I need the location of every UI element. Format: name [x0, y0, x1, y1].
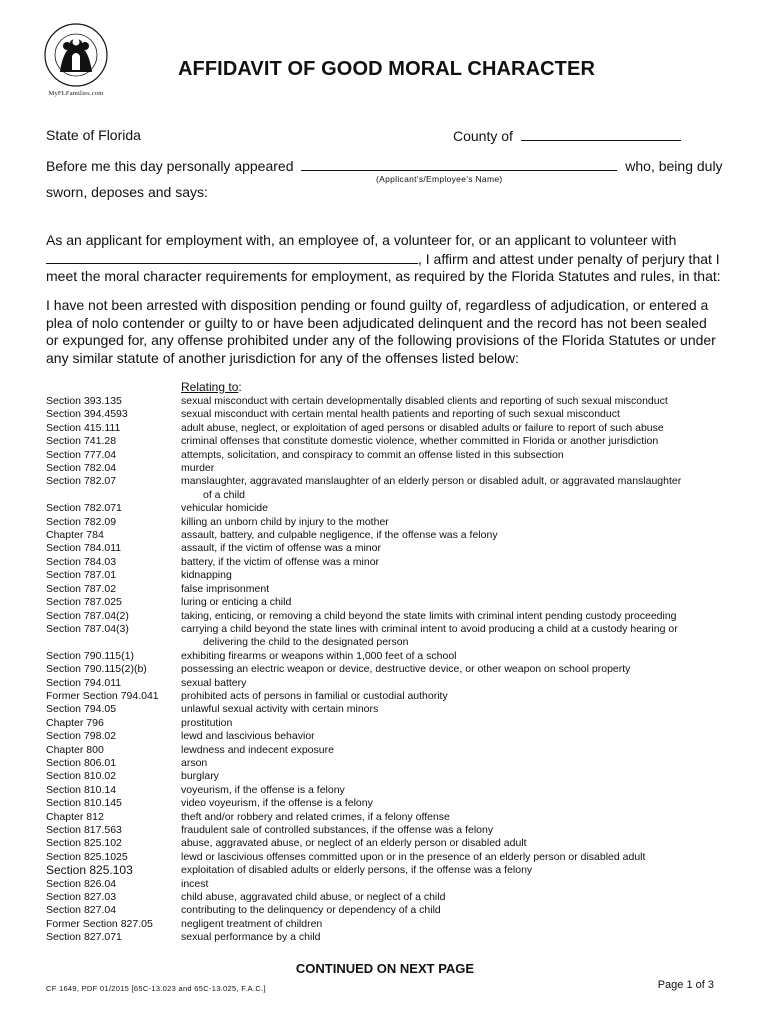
offense-row [46, 623, 726, 650]
offense-description-text: arson [181, 756, 208, 769]
offense-row [46, 864, 726, 877]
offense-description-text: lewd or lascivious offenses committed upon or in the presence of an elderly person or disabled adult [181, 850, 646, 863]
offense-row [46, 650, 726, 663]
county-field[interactable] [521, 127, 681, 141]
offense-row [46, 784, 726, 797]
applicant-line-3: meet the moral character requirements for employment, as required by the Florida Statutes and rules, in that: [46, 268, 721, 284]
offense-description-continued: delivering the child to the designated person [203, 636, 409, 649]
offense-row [46, 529, 726, 542]
offense-description [181, 650, 726, 663]
offense-row [46, 395, 726, 408]
offense-description [181, 730, 726, 743]
offense-description [181, 851, 726, 864]
offense-list [46, 395, 726, 945]
offense-description [181, 502, 726, 515]
offense-description [181, 690, 726, 703]
logo-url: MyFLFamilies.com [48, 90, 104, 97]
offense-description [181, 449, 726, 462]
offense-description [181, 904, 726, 917]
relating-colon: : [238, 380, 242, 394]
dcf-seal-icon [36, 22, 116, 88]
offense-row [46, 878, 726, 891]
offense-row [46, 770, 726, 783]
offense-description [181, 556, 726, 569]
offense-row [46, 757, 726, 770]
offense-description-text: adult abuse, neglect, or exploitation of aged persons or disabled adults or failure to report of such abuse [181, 421, 664, 434]
offense-description [181, 435, 726, 448]
relating-label: Relating to [181, 380, 239, 394]
offense-row [46, 408, 726, 421]
offense-row [46, 435, 726, 448]
offense-section: Section 794.011 [46, 676, 122, 689]
offense-description [181, 878, 726, 891]
offense-section: Section 790.115(1) [46, 649, 134, 662]
applicant-line-2-text: , I affirm and attest under penalty of perjury that I [418, 250, 720, 267]
offense-description-text: attempts, solicitation, and conspiracy to commit an offense listed in this subsection [181, 448, 564, 461]
offense-section: Section 787.04(2) [46, 609, 129, 622]
offense-description-text: sexual performance by a child [181, 931, 321, 944]
offense-section: Section 394.4593 [46, 408, 128, 421]
offense-description-text: lewd and lascivious behavior [181, 730, 315, 743]
offense-description-text: video voyeurism, if the offense is a felony [181, 797, 373, 810]
offense-description-text: sexual misconduct with certain mental health patients and reporting of such sexual misconduct [181, 408, 620, 421]
offense-section: Section 787.04(3) [46, 622, 129, 635]
offense-description [181, 811, 726, 824]
offense-section: Section 825.1025 [46, 850, 128, 863]
offense-description [181, 757, 726, 770]
offense-section: Section 784.03 [46, 555, 117, 568]
offense-row [46, 610, 726, 623]
applicant-line-2 [46, 250, 722, 269]
offense-description-text: exploitation of disabled adults or elderly persons, if the offense was a felony [181, 864, 533, 877]
offense-section: Section 787.02 [46, 582, 117, 595]
offense-description [181, 529, 726, 542]
offense-description-text: criminal offenses that constitute domestic violence, whether committed in Florida or another jurisdiction [181, 435, 659, 448]
offense-section: Section 787.01 [46, 569, 117, 582]
offense-row [46, 569, 726, 582]
offense-description [181, 824, 726, 837]
offense-description [181, 891, 726, 904]
offense-section: Section 825.103 [46, 863, 133, 878]
offense-description-text: incest [181, 877, 209, 890]
offense-description-text: lewdness and indecent exposure [181, 743, 334, 756]
offense-row [46, 744, 726, 757]
state-label: State of Florida [46, 127, 141, 143]
offense-row [46, 583, 726, 596]
form-footer: CF 1649, PDF 01/2015 [65C-13.023 and 65C-13.025, F.A.C.] [46, 984, 266, 993]
offense-description [181, 797, 726, 810]
offense-description [181, 837, 726, 850]
who-label: who, being duly [625, 158, 723, 174]
offense-row [46, 730, 726, 743]
offense-section: Former Section 794.041 [46, 689, 159, 702]
offense-description [181, 703, 726, 716]
offense-section: Section 825.102 [46, 837, 122, 850]
offense-description-text: taking, enticing, or removing a child beyond the state limits with criminal intent pending custody proceeding [181, 609, 677, 622]
offense-section: Former Section 827.05 [46, 917, 153, 930]
page-number: Page 1 of 3 [657, 979, 714, 991]
offense-description-text: assault, battery, and culpable negligence, if the offense was a felony [181, 529, 498, 542]
sworn-label: sworn, deposes and says: [46, 184, 208, 200]
relating-heading [181, 380, 242, 394]
offense-section: Section 393.135 [46, 395, 122, 407]
offense-description-text: kidnapping [181, 569, 232, 582]
offense-description-text: voyeurism, if the offense is a felony [181, 783, 345, 796]
offense-description [181, 395, 726, 408]
offense-row [46, 824, 726, 837]
offense-description [181, 583, 726, 596]
offense-description [181, 717, 726, 730]
appeared-label: Before me this day personally appeared [46, 158, 294, 174]
offense-section: Section 741.28 [46, 435, 117, 448]
offense-section: Section 827.03 [46, 891, 117, 904]
offense-row [46, 542, 726, 555]
employer-field[interactable] [46, 250, 418, 264]
offense-description-text: false imprisonment [181, 582, 270, 595]
offense-description [181, 542, 726, 555]
offense-section: Section 826.04 [46, 877, 117, 890]
offense-description [181, 864, 726, 877]
offense-description [181, 663, 726, 676]
offense-description-text: manslaughter, aggravated manslaughter of an elderly person or disabled adult, or aggravated manslaughter [181, 475, 682, 488]
offense-section: Section 798.02 [46, 730, 117, 743]
offense-row [46, 663, 726, 676]
offense-description [181, 623, 726, 650]
offense-section: Section 787.025 [46, 596, 122, 609]
offense-row [46, 918, 726, 931]
offense-row [46, 703, 726, 716]
applicant-paragraph [46, 232, 722, 286]
offense-description [181, 610, 726, 623]
offense-description-text: luring or enticing a child [181, 596, 292, 609]
offense-section: Section 810.02 [46, 770, 117, 783]
offense-section: Section 827.04 [46, 904, 117, 917]
offense-row [46, 502, 726, 515]
offense-row [46, 596, 726, 609]
offense-description-text: carrying a child beyond the state lines with criminal intent to avoid producing a child at a custody hearing or [181, 622, 678, 635]
offense-section: Section 782.04 [46, 462, 117, 475]
offense-description [181, 516, 726, 529]
offense-description [181, 596, 726, 609]
offense-section: Section 810.14 [46, 783, 117, 796]
offense-description [181, 744, 726, 757]
offense-row [46, 556, 726, 569]
offense-description [181, 770, 726, 783]
offense-description [181, 784, 726, 797]
offense-row [46, 717, 726, 730]
offense-description-text: battery, if the victim of offense was a minor [181, 555, 380, 568]
dcf-logo [36, 22, 116, 104]
offense-section: Chapter 812 [46, 810, 104, 823]
applicant-name-field[interactable] [301, 157, 617, 171]
offense-description-text: prohibited acts of persons in familial or custodial authority [181, 689, 448, 702]
offense-description-text: murder [181, 462, 215, 475]
offense-description [181, 677, 726, 690]
offense-section: Chapter 796 [46, 716, 104, 729]
arrest-paragraph: I have not been arrested with disposition pending or found guilty of, regardless of adjudication, or entered a plea of nolo contender or guilty to or have been adjudicated delinquent and the record has not been sealed or expunged for, any offense prohibited under any of the following provisions of the Florida Statutes or under any similar statute of another jurisdiction for any of the offenses listed below: [46, 297, 716, 366]
offense-section: Section 794.05 [46, 703, 117, 716]
continued-notice: CONTINUED ON NEXT PAGE [295, 961, 475, 976]
offense-section: Chapter 784 [46, 529, 104, 542]
offense-section: Section 817.563 [46, 824, 122, 836]
offense-section: Section 415.111 [46, 421, 121, 434]
offense-description-text: child abuse, aggravated child abuse, or neglect of a child [181, 891, 446, 904]
offense-row [46, 851, 726, 864]
offense-row [46, 797, 726, 810]
offense-section: Section 782.071 [46, 502, 122, 515]
offense-row [46, 690, 726, 703]
offense-description-text: vehicular homicide [181, 502, 268, 515]
offense-description-text: killing an unborn child by injury to the mother [181, 515, 389, 528]
county-field-row [453, 127, 681, 145]
offense-description-text: sexual misconduct with certain developmentally disabled clients and reporting of such sexual misconduct [181, 395, 668, 407]
offense-row [46, 904, 726, 917]
offense-description-continued: of a child [203, 488, 246, 501]
offense-section: Section 777.04 [46, 448, 117, 461]
name-caption: (Applicant’s/Employee’s Name) [376, 174, 503, 184]
offense-description [181, 918, 726, 931]
offense-section: Section 790.115(2)(b) [46, 663, 147, 676]
offense-description [181, 462, 726, 475]
offense-description-text: theft and/or robbery and related crimes, if a felony offense [181, 810, 450, 823]
offense-row [46, 462, 726, 475]
offense-description [181, 475, 726, 502]
offense-row [46, 516, 726, 529]
offense-row [46, 677, 726, 690]
offense-description-text: negligent treatment of children [181, 917, 323, 930]
offense-description-text: assault, if the victim of offense was a minor [181, 542, 381, 555]
offense-description-text: possessing an electric weapon or device, destructive device, or other weapon on school property [181, 663, 631, 676]
offense-description [181, 408, 726, 421]
offense-row [46, 422, 726, 435]
offense-section: Chapter 800 [46, 743, 104, 756]
offense-description-text: exhibiting firearms or weapons within 1,000 feet of a school [181, 649, 457, 662]
county-label: County of [453, 128, 513, 144]
offense-section: Section 782.09 [46, 515, 117, 528]
applicant-line-1: As an applicant for employment with, an employee of, a volunteer for, or an applicant to volunteer with [46, 232, 677, 248]
page-title: AFFIDAVIT OF GOOD MORAL CHARACTER [178, 58, 595, 80]
offense-description [181, 569, 726, 582]
appeared-row [46, 157, 723, 175]
offense-section: Section 782.07 [46, 475, 117, 488]
offense-description-text: prostitution [181, 716, 233, 729]
offense-row [46, 931, 726, 944]
offense-row [46, 811, 726, 824]
offense-description [181, 422, 726, 435]
offense-row [46, 475, 726, 502]
offense-section: Section 827.071 [46, 931, 122, 944]
offense-description-text: unlawful sexual activity with certain minors [181, 703, 379, 716]
offense-row [46, 891, 726, 904]
offense-description-text: fraudulent sale of controlled substances, if the offense was a felony [181, 824, 494, 836]
offense-section: Section 810.145 [46, 797, 122, 810]
offense-section: Section 784.011 [46, 542, 122, 555]
offense-section: Section 806.01 [46, 756, 117, 769]
offense-row [46, 837, 726, 850]
offense-description [181, 931, 726, 944]
offense-row [46, 449, 726, 462]
offense-description-text: sexual battery [181, 676, 247, 689]
offense-description-text: burglary [181, 770, 219, 783]
offense-description-text: contributing to the delinquency or dependency of a child [181, 904, 441, 917]
offense-description-text: abuse, aggravated abuse, or neglect of an elderly person or disabled adult [181, 837, 527, 850]
